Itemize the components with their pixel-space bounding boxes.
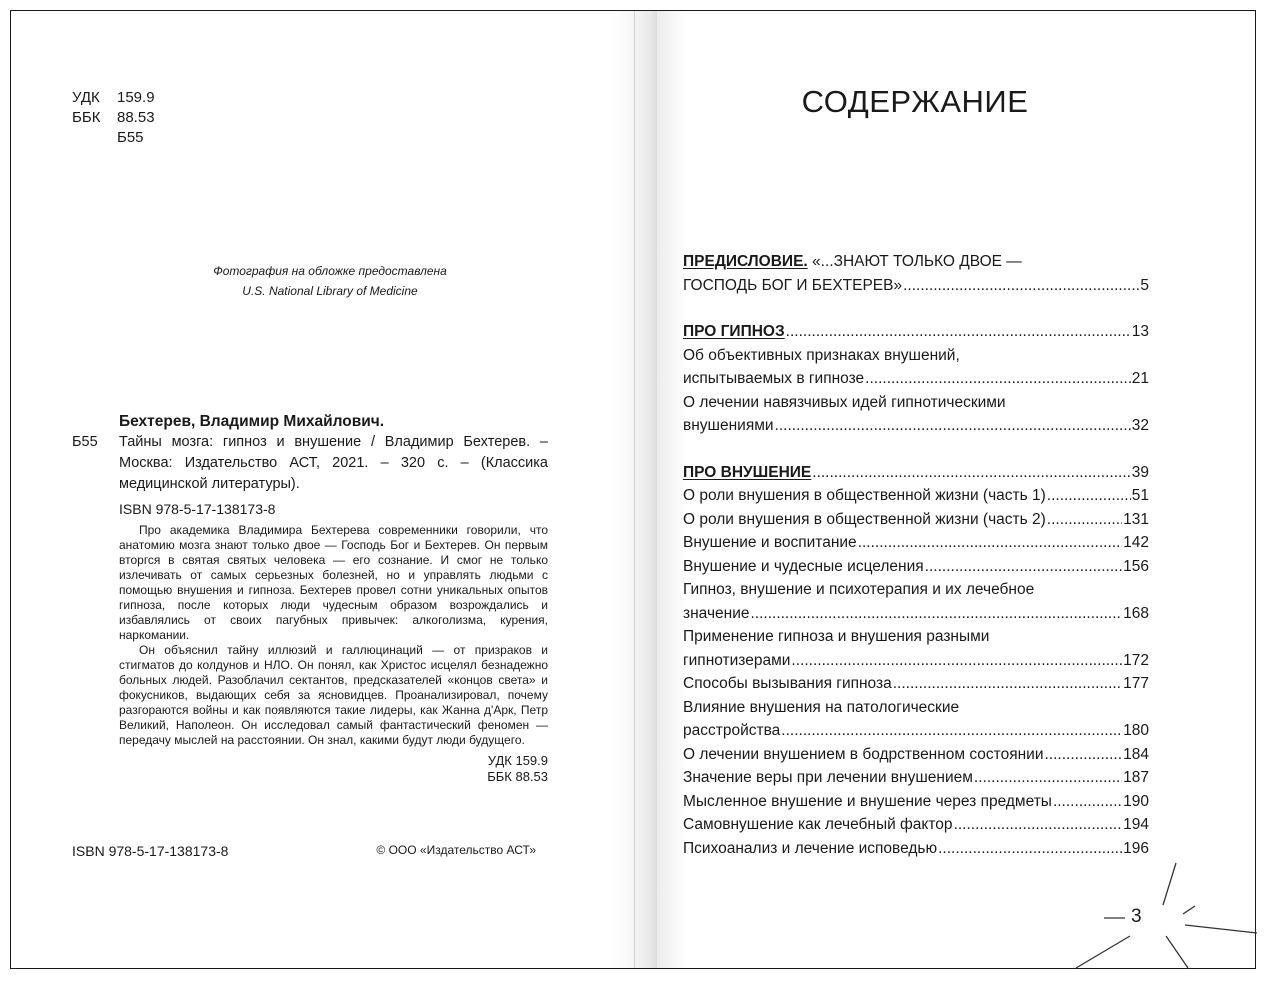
toc-page-number: 13 <box>1131 323 1149 340</box>
toc-entry-text: Самовнушение как лечебный фактор <box>683 816 953 833</box>
toc-entry[interactable] <box>683 367 1149 391</box>
code-label: ББК <box>72 109 101 126</box>
toc-entry[interactable] <box>683 649 1149 673</box>
photo-credit-line: Фотография на обложке предоставлена <box>213 264 447 278</box>
udk-code: УДК 159.9 <box>487 753 548 768</box>
code-label: УДК <box>72 89 100 106</box>
toc-page-number: 142 <box>1123 534 1149 551</box>
copyright: © ООО «Издательство АСТ» <box>376 843 536 857</box>
classification-codes <box>72 88 155 148</box>
toc-entry[interactable] <box>683 391 1149 415</box>
toc-entry[interactable] <box>683 578 1149 602</box>
toc-entry[interactable] <box>683 837 1149 861</box>
toc-entry[interactable] <box>683 743 1149 767</box>
toc-page-number: 187 <box>1123 769 1149 786</box>
toc-entry-text: Значение веры при лечении внушением <box>683 769 973 786</box>
toc-entry[interactable] <box>683 555 1149 579</box>
toc-entry-text: Гипноз, внушение и психотерапия и их лечебное <box>683 581 1035 598</box>
toc-page-number: 177 <box>1123 675 1149 692</box>
toc-entry-text: Внушение и воспитание <box>683 534 857 551</box>
dot-leader <box>812 461 1130 485</box>
dot-leader <box>893 672 1122 696</box>
annotation-codes <box>119 753 548 785</box>
toc-part-hypnosis[interactable] <box>683 320 1149 344</box>
toc-entry-text: Психоанализ и лечение исповедью <box>683 839 938 857</box>
toc-page-number: 51 <box>1131 487 1149 504</box>
toc-page-number: 168 <box>1123 604 1149 622</box>
bib-entry-text: Тайны мозга: гипноз и внушение / Владимир Бехтерев. – Москва: Издательство АСТ, 2021. – 320 с. – (Классика медицинской литературы). <box>119 434 548 492</box>
toc-page-number: 32 <box>1131 417 1149 434</box>
toc-entry-text: Способы вызывания гипноза <box>683 675 892 692</box>
toc-entry-preface-cont[interactable] <box>683 274 1149 298</box>
toc-entry-text: Об объективных признаках внушений, <box>683 346 960 364</box>
dot-leader <box>781 719 1122 743</box>
toc-entry[interactable] <box>683 414 1149 438</box>
toc-entry-text: О роли внушения в общественной жизни (часть 1) <box>683 487 1046 504</box>
toc-entry[interactable] <box>683 790 1149 814</box>
annotation-paragraph: Он объяснил тайну иллюзий и галлюцинаций — от призраков и стигматов до колдунов и НЛО. Он понял, как Христос исцелял безнадежно больных людей. Разоблачил сектантов, предсказателей «концов света» и фокусников, выдающих себя за ясновидцев. Проанализировал, почему разгораются войны и как появляются такие лидеры, как Жанна д'Арк, Петр Великий, Наполеон. Он исследовал самый фантастический феномен — передачу мыслей на расстоянии. Он знал, какими будут люди будущего. <box>119 643 548 747</box>
dot-leader <box>925 555 1122 579</box>
bib-entry <box>72 432 548 495</box>
bibliographic-record <box>72 411 548 785</box>
toc-entry-text: ГОСПОДЬ БОГ И БЕХТЕРЕВ» <box>683 276 903 294</box>
toc-entry[interactable] <box>683 625 1149 649</box>
toc-part-title: ПРО ГИПНОЗ <box>683 323 785 340</box>
footer-isbn: ISBN 978-5-17-138173-8 <box>72 843 229 859</box>
dot-leader <box>1047 484 1131 508</box>
preface-subtitle: «...ЗНАЮТ ТОЛЬКО ДВОЕ — <box>812 253 1022 270</box>
toc-entry[interactable] <box>683 344 1149 368</box>
dot-leader <box>865 367 1131 391</box>
toc-part-suggestion[interactable] <box>683 461 1149 485</box>
code-value: 88.53 <box>117 109 155 126</box>
annotation-paragraph: Про академика Владимира Бехтерева современники говорили, что анатомию мозга знают только двое — Господь Бог и Бехтерев. Он первым вторгся в святая святых человека — его сознание. И смог не только излечивать от самых серьезных болезней, но и управлять людьми с помощью внушения и гипноза. Бехтерев провел сотни уникальных опытов гипноза, после которых люди чудесным образом возрождались и избавлялись от своих пагубных привычек: алкоголизма, курения, наркомании. <box>119 523 548 642</box>
table-of-contents <box>683 250 1149 860</box>
bib-isbn: ISBN 978-5-17-138173-8 <box>119 501 276 517</box>
toc-entry[interactable] <box>683 813 1149 837</box>
toc-part-title: ПРО ВНУШЕНИЕ <box>683 463 812 481</box>
toc-entry[interactable] <box>683 766 1149 790</box>
photo-credit <box>130 261 530 301</box>
dot-leader <box>858 531 1122 555</box>
toc-entry[interactable] <box>683 602 1149 626</box>
annotation <box>119 523 548 785</box>
toc-entry[interactable] <box>683 672 1149 696</box>
gutter-line <box>634 11 635 968</box>
dot-leader <box>954 813 1123 837</box>
toc-page-number: 156 <box>1123 557 1149 575</box>
toc-entry-text <box>683 250 1022 274</box>
toc-page-number: 184 <box>1123 745 1149 763</box>
udk-row <box>72 88 155 108</box>
toc-entry-text: О лечении внушением в бодрственном состоянии <box>683 745 1044 763</box>
toc-page-number: 194 <box>1123 816 1149 833</box>
dot-leader <box>1053 790 1122 814</box>
toc-entry-text: О роли внушения в общественной жизни (часть 2) <box>683 510 1046 528</box>
toc-entry-text: Применение гипноза и внушения разными <box>683 628 990 645</box>
author-mark: Б55 <box>72 434 98 450</box>
code-value: 159.9 <box>117 89 155 106</box>
dot-leader <box>786 320 1131 344</box>
toc-entry-text: внушениями <box>683 417 774 434</box>
toc-entry-text: гипнотизерами <box>683 651 791 669</box>
toc-entry[interactable] <box>683 508 1149 532</box>
code-value: Б55 <box>117 129 144 146</box>
dot-leader <box>974 766 1122 790</box>
toc-entry-text: испытываемых в гипнозе <box>683 370 865 387</box>
toc-spacer <box>683 297 1149 320</box>
dot-leader <box>938 837 1122 861</box>
toc-entry-text: Мысленное внушение и внушение через предметы <box>683 792 1052 810</box>
toc-entry[interactable] <box>683 696 1149 720</box>
toc-entry-text: О лечении навязчивых идей гипнотическими <box>683 393 1006 411</box>
dot-leader <box>903 274 1139 298</box>
toc-page-number: 39 <box>1131 463 1149 481</box>
toc-page-number: 21 <box>1131 370 1149 387</box>
dot-leader <box>775 414 1131 438</box>
toc-page-number: 172 <box>1123 651 1149 669</box>
toc-page-number: 131 <box>1123 510 1149 528</box>
toc-entry-text: Влияние внушения на патологические <box>683 698 960 716</box>
dot-leader <box>1045 743 1123 767</box>
preface-label: ПРЕДИСЛОВИЕ. <box>683 253 808 270</box>
toc-page-number: 180 <box>1123 722 1149 739</box>
toc-entry-preface[interactable] <box>683 250 1149 274</box>
page-number: 3 <box>1131 906 1142 927</box>
toc-page-number: 190 <box>1123 792 1149 810</box>
dot-leader <box>1047 508 1122 532</box>
toc-entry[interactable] <box>683 531 1149 555</box>
toc-entry-text: значение <box>683 604 750 622</box>
dot-leader <box>791 649 1122 673</box>
toc-entry[interactable] <box>683 719 1149 743</box>
toc-entry-text: Внушение и чудесные исцеления <box>683 557 924 575</box>
author-mark-row <box>72 128 155 148</box>
code-label <box>72 128 117 148</box>
toc-entry-text: расстройства <box>683 722 781 739</box>
toc-entry[interactable] <box>683 484 1149 508</box>
toc-page-number: 196 <box>1123 839 1149 857</box>
bbk-code: ББК 88.53 <box>487 769 548 784</box>
dot-leader <box>750 602 1122 626</box>
toc-page-number: 5 <box>1140 276 1149 294</box>
photo-credit-line: U.S. National Library of Medicine <box>242 284 418 298</box>
author-heading: Бехтерев, Владимир Михайлович. <box>119 413 385 430</box>
page-title: СОДЕРЖАНИЕ <box>801 84 1029 119</box>
bbk-row <box>72 108 155 128</box>
toc-spacer <box>683 438 1149 461</box>
